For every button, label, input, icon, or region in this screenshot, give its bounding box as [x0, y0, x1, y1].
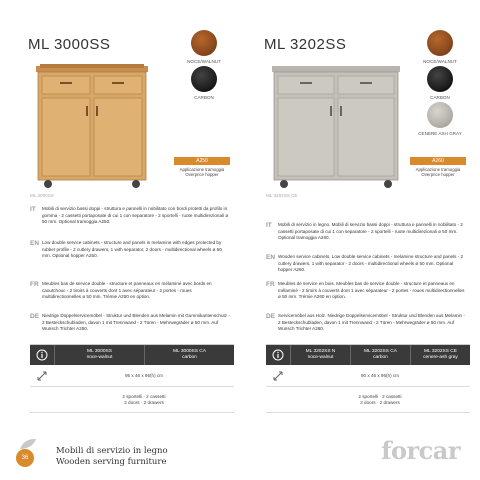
- hopper-tag: A260: [410, 157, 466, 165]
- description-it: [266, 222, 466, 242]
- description-text: Wooden service cabinets. Low double service cabinets - melamine structure and panels - 2 cutlery drawers, 1 with separator - 2 doors - multidirectional wheels ø 50 mm. Optional hopper A260.: [278, 254, 464, 273]
- footer-title-it: Mobili di servizio in legno: [56, 446, 168, 456]
- feature-en: 2 doors · 2 drawers: [360, 399, 400, 405]
- ash-swatch: [427, 102, 453, 128]
- description-de: [30, 313, 230, 333]
- lang-label: FR: [266, 281, 275, 288]
- hopper-caption: Applicazione tramoggia Overprice hopper: [179, 167, 225, 178]
- description-en: [266, 254, 466, 274]
- features-row: [30, 387, 234, 413]
- hopper-caption: Applicazione tramoggia Overprice hopper: [415, 167, 461, 178]
- features-row: [266, 387, 470, 413]
- model-cell: [54, 345, 144, 365]
- model-code: ML 3202SS N: [305, 349, 336, 355]
- feature-en: 2 doors · 2 drawers: [124, 399, 164, 405]
- walnut-swatch-label: NOCE/WALNUT: [423, 59, 457, 64]
- lang-label: EN: [266, 254, 276, 261]
- model-code: ML 3000SS: [87, 349, 112, 355]
- spec-table: [30, 344, 234, 414]
- page-number-badge: 36: [16, 449, 34, 467]
- model-cell: [290, 345, 350, 365]
- ash-swatch-label: CENERE ASH GRAY: [418, 131, 462, 136]
- walnut-swatch: [427, 30, 453, 56]
- lang-label: DE: [30, 313, 40, 320]
- lang-label: DE: [266, 313, 276, 320]
- model-code: ML 3202SS CA: [364, 349, 397, 355]
- description-text: Mobili di servizio bassi doppi - struttura e pannelli in nobilitato con bordi protetti da profilo in gomma - 2 cassetti portaposate di cui 1 con separatore - 2 sportelli - ruote multidirezionali ø 50 mm. Optional tramoggia A250.: [42, 206, 229, 225]
- model-code: ML 3000SS CA: [173, 349, 206, 355]
- feature-it: 2 sportelli · 2 cassetti: [358, 393, 402, 399]
- footer-title-en: Wooden serving furniture: [56, 457, 167, 468]
- info-icon: [266, 345, 290, 365]
- footer-title: [56, 446, 168, 468]
- description-de: [266, 313, 466, 333]
- product-right: [262, 0, 478, 420]
- hopper-tag: A250: [174, 157, 230, 165]
- model-cell: [350, 345, 410, 365]
- dimensions-icon: [266, 365, 290, 386]
- model-code: ML 3202SS CE: [424, 349, 457, 355]
- carbon-swatch-label: CARBON: [194, 95, 214, 100]
- description-text: Niedrige Doppelservicemöbel - Struktur und Blenden aus Melamin mit Gummikantenschutz - 2 Besteckschubladen, davon 1 mit Trennwand - 2 Türen - Mehrwegräder ø 50 mm. Auf Wunsch Trichter A250.: [42, 313, 230, 332]
- model-finish: carbon: [182, 355, 197, 360]
- lang-label: FR: [30, 281, 39, 288]
- product-title: ML 3202SS: [264, 36, 347, 53]
- description-text: Meubles de service en bois. Meubles bas de service double - structure et panneaux en mélaminé - 2 tiroirs à couverts dont 1 avec séparateur - 2 portes - roues multidirectionnelles ø 50 mm. Trémie A260 en option.: [278, 281, 465, 300]
- dimensions-value: 95 x 46 x 96(h) cm: [124, 372, 164, 378]
- lang-label: IT: [266, 222, 272, 229]
- description-fr: [266, 281, 466, 301]
- product-code: ML 3000SS: [30, 193, 54, 198]
- description-fr: [30, 281, 230, 301]
- hopper-option: [410, 157, 466, 178]
- model-cell: [144, 345, 234, 365]
- dimensions-value: 90 x 46 x 96(h) cm: [360, 372, 400, 378]
- description-text: Low double service cabinets - structure and panels in melamine with edges protected by rubber profile - 2 cutlery drawers, 1 with separator, 2 doors - multidirectional wheels ø 50 mm. Optional hopper A250.: [42, 240, 222, 259]
- description-text: Meubles bas de service double - structure et panneaux en mélaminé avec bords en caoutchouc - 2 tiroirs à couverts dont 1 avec séparateur - 2 portes - roues multidirectionnelles ø 50 mm. Trémie A250 en option.: [42, 281, 212, 300]
- model-cell: [410, 345, 470, 365]
- product-left: [26, 0, 242, 420]
- carbon-swatch: [191, 66, 217, 92]
- product-title: ML 3000SS: [28, 36, 111, 53]
- description-text: Mobili di servizio in legno. Mobili di servizio bassi doppi - struttura e pannelli in nobilitato - 2 cassetti portaposate di cui 1 con separatore - 2 sportelli - ruote multidirezionali ø 50 mm. Optional tramoggia A260.: [278, 222, 463, 241]
- feature-it: 2 sportelli · 2 cassetti: [122, 393, 166, 399]
- spec-header: [30, 345, 234, 365]
- spec-header: [266, 345, 470, 365]
- model-finish: cenere-ash gray: [423, 355, 458, 360]
- description-it: [30, 206, 230, 226]
- walnut-swatch-label: NOCE/WALNUT: [187, 59, 221, 64]
- model-finish: noce-walnut: [307, 355, 334, 360]
- description-en: [30, 240, 230, 260]
- model-finish: noce-walnut: [86, 355, 113, 360]
- walnut-swatch: [191, 30, 217, 56]
- spec-table: [266, 344, 470, 414]
- forcar-logo: forcar: [381, 436, 460, 465]
- info-icon: [30, 345, 54, 365]
- features-value: [290, 387, 470, 412]
- hopper-option: [174, 157, 230, 178]
- description-text: Servicemöbel aus Holz. Niedrige Doppelservicemöbel - Struktur und Blenden aus Melamin - 2 Besteckschubladen, davon 1 mit Trennwand - 2 Türen - Mehrwegräder ø 50 mm. Auf Wunsch Trichter A260.: [278, 313, 465, 332]
- lang-label: IT: [30, 206, 36, 213]
- carbon-swatch: [427, 66, 453, 92]
- dimensions-icon: [30, 365, 54, 386]
- lang-label: EN: [30, 240, 40, 247]
- features-value: [54, 387, 234, 412]
- model-finish: carbon: [373, 355, 388, 360]
- carbon-swatch-label: CARBON: [430, 95, 450, 100]
- product-code: ML 3202SS CE: [266, 193, 298, 198]
- dimensions-row: [30, 365, 234, 387]
- cabinet-image-walnut: [32, 62, 168, 190]
- cabinet-image-ash: [268, 62, 404, 190]
- dimensions-row: [266, 365, 470, 387]
